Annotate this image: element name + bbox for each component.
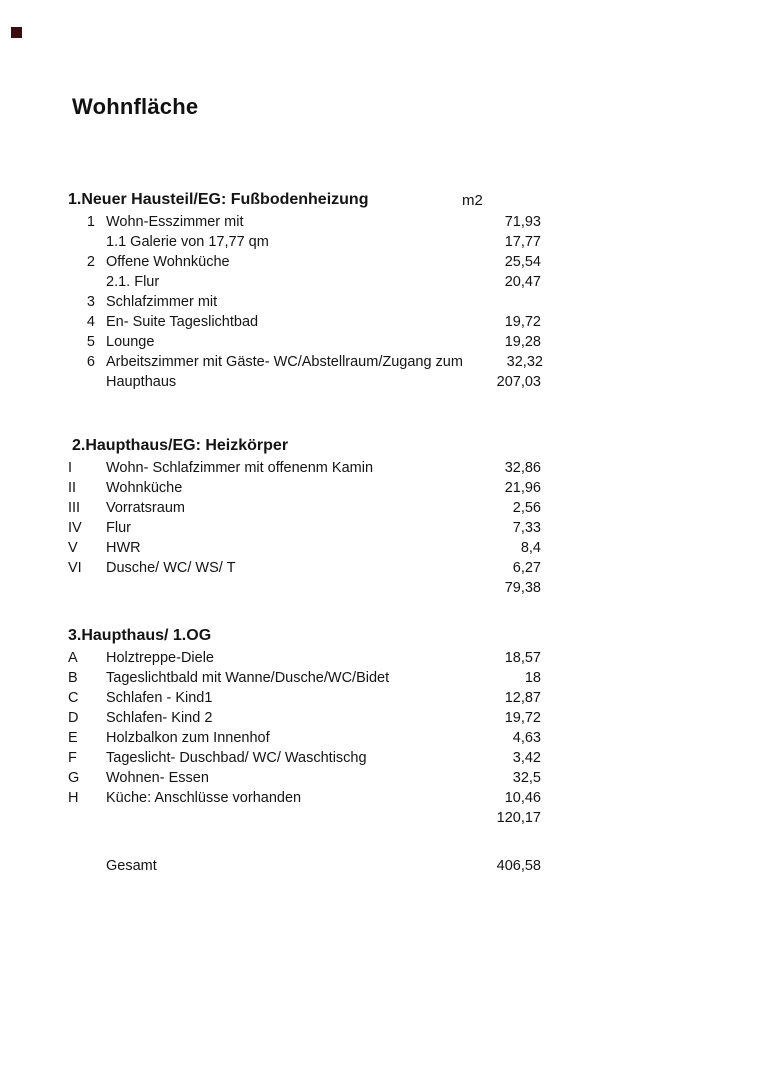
label-cell: 2.1. Flur [106,274,160,290]
value-cell: 20,47 [504,274,541,290]
area-section [68,436,541,598]
num-cell: V [68,540,78,556]
total-row [68,856,541,876]
label-cell: Arbeitszimmer mit Gäste- WC/Abstellraum/Zugang zum [106,354,463,370]
value-cell: 17,77 [504,234,541,250]
label-cell: Flur [106,520,131,536]
table-row [68,708,541,728]
value-cell: 3,42 [512,750,541,766]
value-cell: 18 [524,670,541,686]
table-row [68,478,541,498]
section-title: 2.Haupthaus/EG: Heizkörper [72,437,289,454]
table-row [68,558,541,578]
section-header [68,190,541,210]
label-cell: Schlafzimmer mit [106,294,218,310]
num-cell: F [68,750,77,766]
label-cell: Schlafen - Kind1 [106,690,213,706]
num-cell: D [68,710,79,726]
table-row [68,252,541,272]
page-title: Wohnfläche [72,94,199,119]
value-cell: 79,38 [504,580,541,596]
section-title: 1.Neuer Hausteil/EG: Fußbodenheizung [68,191,369,208]
table-row [68,748,541,768]
value-cell [461,292,541,312]
area-section [68,626,541,828]
table-row [68,332,541,352]
num-cell: IV [68,520,82,536]
area-table [68,190,541,876]
value-cell: 2,56 [512,500,541,516]
value-cell: 32,86 [504,460,541,476]
num-cell: 4 [86,314,95,330]
value-cell: 19,72 [504,710,541,726]
label-cell [106,578,461,598]
num-cell: H [68,790,79,806]
table-row [68,312,541,332]
table-row [68,668,541,688]
table-row [68,212,541,232]
label-cell: Dusche/ WC/ WS/ T [106,560,236,576]
num-cell: G [68,770,80,786]
num-cell: III [68,500,81,516]
value-cell: 18,57 [504,650,541,666]
num-cell: VI [68,560,82,576]
label-cell: Lounge [106,334,155,350]
value-cell: 19,72 [504,314,541,330]
num-cell [68,808,106,828]
value-cell: 207,03 [496,374,541,390]
value-cell: 71,93 [504,214,541,230]
label-cell: Schlafen- Kind 2 [106,710,213,726]
table-row [68,352,541,372]
value-cell: 6,27 [512,560,541,576]
num-cell: 2 [86,254,95,270]
subtotal-row [68,372,541,392]
label-cell: Wohnküche [106,480,183,496]
num-cell: B [68,670,78,686]
label-cell: 1.1 Galerie von 17,77 qm [106,234,269,250]
num-cell [68,372,106,392]
table-row [68,768,541,788]
area-section [68,190,541,392]
value-cell: 4,63 [512,730,541,746]
num-cell: 1 [86,214,95,230]
total-value: 406,58 [496,858,541,874]
table-row [68,458,541,478]
num-cell [68,272,106,292]
table-row [68,538,541,558]
table-row [68,232,541,252]
num-cell [68,578,106,598]
value-cell: 19,28 [504,334,541,350]
section-header [68,626,541,646]
label-cell: HWR [106,540,141,556]
num-cell: 3 [86,294,95,310]
num-cell [68,856,106,876]
label-cell: En- Suite Tageslichtbad [106,314,259,330]
subtotal-row [68,578,541,598]
section-title: 3.Haupthaus/ 1.OG [68,627,212,644]
label-cell: Tageslicht- Duschbad/ WC/ Waschtischg [106,750,367,766]
table-row [68,498,541,518]
value-cell: 7,33 [512,520,541,536]
table-row [68,518,541,538]
unit-label: m2 [462,192,483,209]
label-cell: Wohn-Esszimmer mit [106,214,244,230]
subtotal-row [68,808,541,828]
value-cell: 12,87 [504,690,541,706]
corner-mark [11,27,22,38]
value-cell: 32,5 [512,770,541,786]
num-cell: I [68,460,73,476]
table-row [68,648,541,668]
num-cell: 6 [86,354,95,370]
value-cell: 10,46 [504,790,541,806]
num-cell: E [68,730,78,746]
label-cell: Küche: Anschlüsse vorhanden [106,790,302,806]
value-cell: 32,32 [506,354,543,370]
label-cell [106,808,461,828]
table-row [68,688,541,708]
label-cell: Wohnen- Essen [106,770,209,786]
label-cell: Vorratsraum [106,500,185,516]
table-row [68,788,541,808]
label-cell: Wohn- Schlafzimmer mit offenenm Kamin [106,460,374,476]
value-cell: 120,17 [496,810,541,826]
table-row [68,272,541,292]
num-cell: C [68,690,79,706]
num-cell: 5 [86,334,95,350]
value-cell: 8,4 [520,540,541,556]
table-row [68,292,541,312]
section-header [68,436,541,456]
num-cell [68,232,106,252]
label-cell: Holzbalkon zum Innenhof [106,730,270,746]
label-cell: Haupthaus [106,374,177,390]
total-label: Gesamt [106,858,157,874]
label-cell: Tageslichtbald mit Wanne/Dusche/WC/Bidet [106,670,390,686]
value-cell: 25,54 [504,254,541,270]
num-cell: A [68,650,78,666]
value-cell: 21,96 [504,480,541,496]
num-cell: II [68,480,77,496]
label-cell: Holztreppe-Diele [106,650,214,666]
table-row [68,728,541,748]
label-cell: Offene Wohnküche [106,254,230,270]
sections-container [68,190,541,828]
